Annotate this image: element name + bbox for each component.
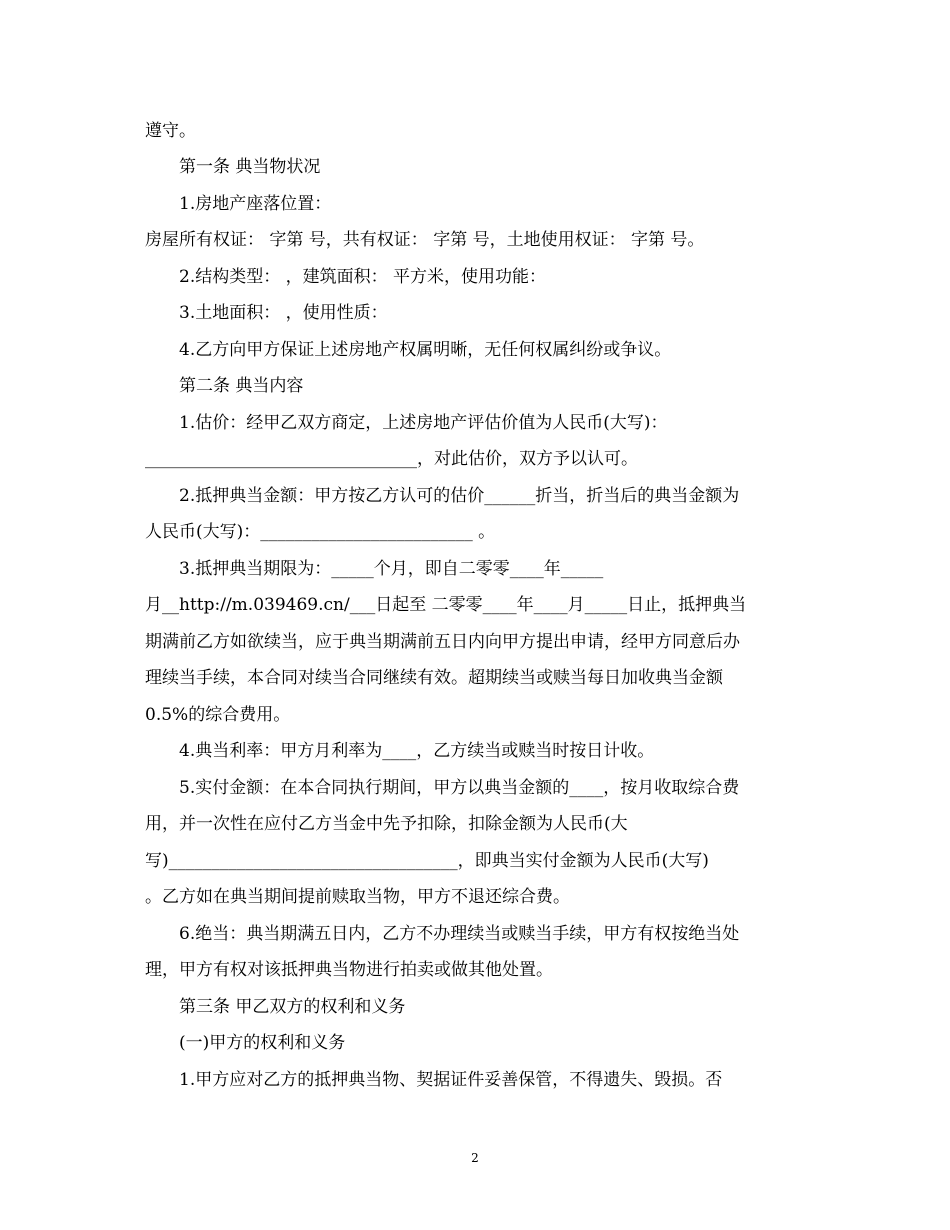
text-line: ________________________________，对此估价，双方予以认可。 bbox=[145, 449, 638, 469]
text-line: 4.乙方向甲方保证上述房地产权属明晰，无任何权属纠纷或争议。 bbox=[179, 340, 672, 360]
text-line: 遵守。 bbox=[145, 121, 196, 141]
text-line: 理续当手续，本合同对续当合同继续有效。超期续当或赎当每日加收典当金额 bbox=[145, 668, 723, 688]
section-heading: 第三条 甲乙双方的权利和义务 bbox=[179, 997, 406, 1017]
text-line: 1.房地产座落位置： bbox=[179, 194, 332, 214]
text-line: 6.绝当：典当期满五日内，乙方不办理续当或赎当手续，甲方有权按绝当处 bbox=[179, 924, 740, 944]
text-line: 理，甲方有权对该抵押典当物进行拍卖或做其他处置。 bbox=[145, 960, 553, 980]
text-line: 房屋所有权证： 字第 号，共有权证： 字第 号，土地使用权证： 字第 号。 bbox=[145, 230, 705, 250]
text-line: 。乙方如在典当期间提前赎取当物，甲方不退还综合费。 bbox=[145, 887, 570, 907]
text-line: 1.甲方应对乙方的抵押典当物、契据证件妥善保管，不得遗失、毁损。否 bbox=[179, 1070, 723, 1090]
text-line: 2.结构类型： ，建筑面积： 平方米，使用功能： bbox=[179, 267, 547, 287]
text-line: 2.抵押典当金额：甲方按乙方认可的估价______折当，折当后的典当金额为 bbox=[179, 486, 740, 506]
text-line: 1.估价：经甲乙双方商定，上述房地产评估价值为人民币(大写)： bbox=[179, 413, 668, 433]
text-line: 3.土地面积： ，使用性质： bbox=[179, 303, 388, 323]
text-line: 5.实付金额：在本合同执行期间，甲方以典当金额的____，按月收取综合费 bbox=[179, 778, 740, 798]
section-heading: 第二条 典当内容 bbox=[179, 376, 304, 396]
text-line: 期满前乙方如欲续当，应于典当期满前五日内向甲方提出申请，经甲方同意后办 bbox=[145, 632, 740, 652]
subsection-heading: (一)甲方的权利和义务 bbox=[179, 1033, 346, 1053]
text-line: 0.5%的综合费用。 bbox=[145, 705, 291, 725]
text-line: 3.抵押典当期限为：_____个月，即自二零零____年_____ bbox=[179, 559, 604, 579]
text-line: 4.典当利率：甲方月利率为____，乙方续当或赎当时按日计收。 bbox=[179, 741, 655, 761]
text-line: 用，并一次性在应付乙方当金中先予扣除，扣除金额为人民币(大 bbox=[145, 814, 628, 834]
text-line: 月__http://m.039469.cn/___日起至 二零零____年____月_____日止，抵押典当 bbox=[145, 595, 747, 615]
text-line: 写)__________________________________，即典当实付金额为人民币(大写) bbox=[145, 851, 709, 871]
page-number: 2 bbox=[471, 1151, 479, 1165]
text-line: 人民币(大写)：_________________________ 。 bbox=[145, 522, 496, 542]
section-heading: 第一条 典当物状况 bbox=[179, 157, 321, 177]
